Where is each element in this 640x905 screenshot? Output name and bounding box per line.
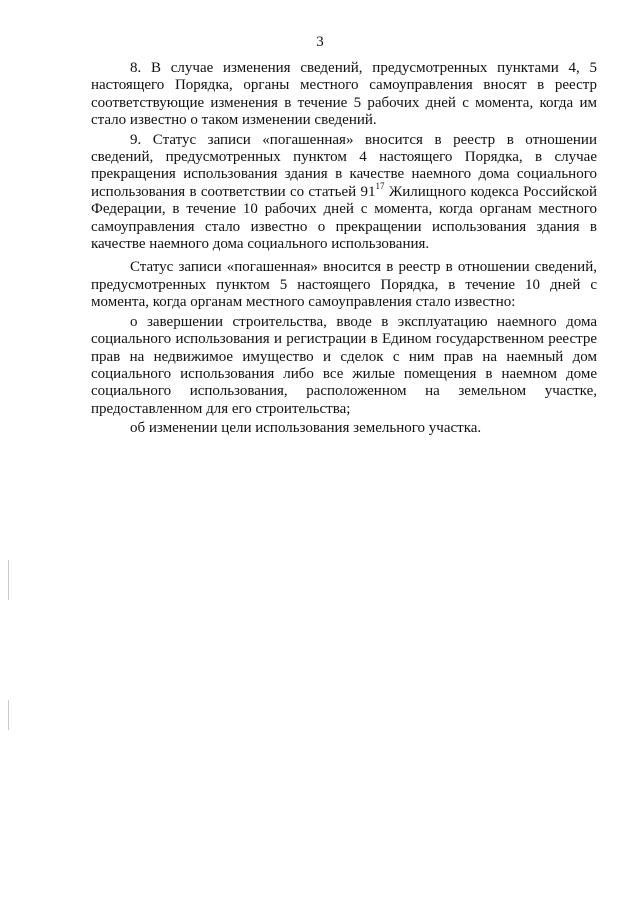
scan-edge-mark — [8, 700, 9, 730]
paragraph-item-8: 8. В случае изменения сведений, предусмотренных пунктами 4, 5 настоящего Порядка, органы местного самоуправления вносят в реестр соответствующие изменения в течение 5 рабочих дней с момента, когда им стало известно о таком изменении сведений. — [91, 60, 597, 129]
page-number: 3 — [316, 34, 324, 50]
scan-edge-mark — [8, 560, 9, 600]
paragraph-item-9 — [91, 132, 597, 254]
paragraph-completion-condition: о завершении строительства, вводе в эксплуатацию наемного дома социального использования и регистрации в Едином государственном реестре прав на недвижимое имущество и сделок с ним прав на наемный дом социального использования либо все жилые помещения в наемном доме социального использования, расположенном на земельном участке, предоставленном для его строительства; — [91, 313, 597, 417]
paragraph-land-purpose-condition: об изменении цели использования земельного участка. — [130, 420, 482, 437]
document-body — [91, 60, 597, 440]
paragraph-item-9-text-start: 9. Статус записи «погашенная» вносится в реестр в отношении сведений, предусмотренных пунктом 4 настоящего Порядка, в случае прекращения использования здания в качестве наемного дома социального использования в соответствии со статьей 91 — [91, 131, 597, 200]
paragraph-status-item-5: Статус записи «погашенная» вносится в реестр в отношении сведений, предусмотренных пунктом 5 настоящего Порядка, в течение 10 дней с момента, когда органам местного самоуправления стало известно: — [91, 259, 597, 311]
paragraph-item-9-text-end: Жилищного кодекса Российской Федерации, в течение 10 рабочих дней с момента, когда органам местного самоуправления стало известно о прекращении использования здания в качестве наемного дома социального использования. — [91, 183, 597, 253]
article-superscript: 17 — [375, 180, 385, 191]
